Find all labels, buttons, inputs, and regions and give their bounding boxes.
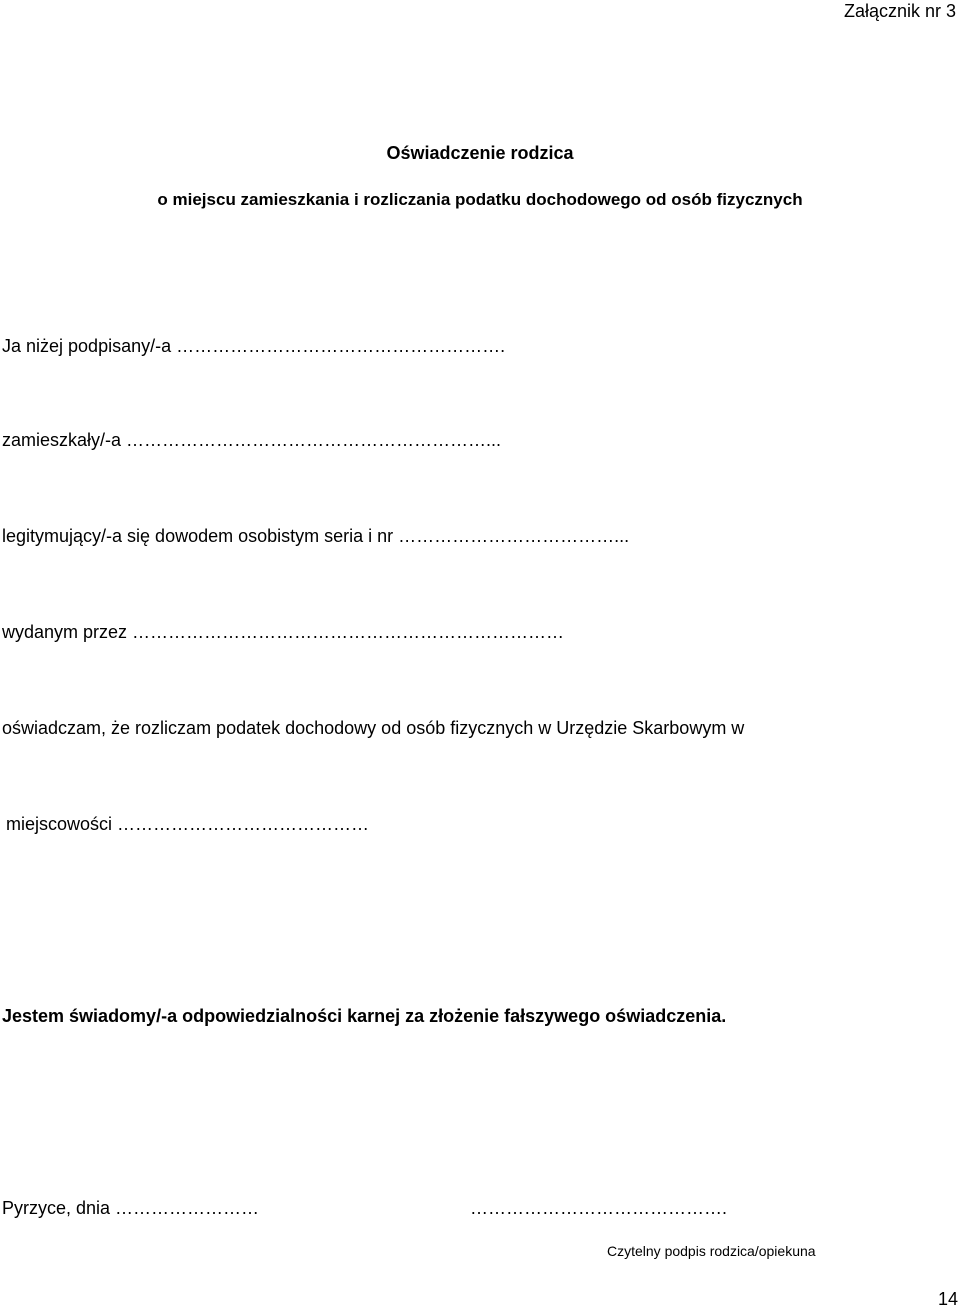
signatory-name-line: Ja niżej podpisany/-a ………………………………………………. [2, 336, 506, 356]
tax-office-locality-line: miejscowości …………………………………… [6, 814, 370, 834]
document-subtitle: o miejscu zamieszkania i rozliczania podatku dochodowego od osób fizycznych [157, 190, 803, 209]
residence-line: zamieszkały/-a ……………………………………………………... [2, 430, 502, 450]
signature-line: ……………………………………. [470, 1198, 728, 1218]
signature-caption: Czytelny podpis rodzica/opiekuna [607, 1243, 816, 1259]
id-document-line: legitymujący/-a się dowodem osobistym seria i nr ………………………………... [2, 526, 630, 546]
declaration-line: oświadczam, że rozliczam podatek dochodowy od osób fizycznych w Urzędzie Skarbowym w [2, 718, 745, 738]
issued-by-line: wydanym przez ……………………………………………………………… [2, 622, 565, 642]
attachment-label: Załącznik nr 3 [843, 1, 956, 21]
page-number: 14 [937, 1289, 958, 1309]
liability-statement: Jestem świadomy/-a odpowiedzialności karnej za złożenie fałszywego oświadczenia. [2, 1006, 727, 1026]
document-title: Oświadczenie rodzica [386, 143, 574, 163]
place-date-line: Pyrzyce, dnia …………………… [2, 1198, 260, 1218]
